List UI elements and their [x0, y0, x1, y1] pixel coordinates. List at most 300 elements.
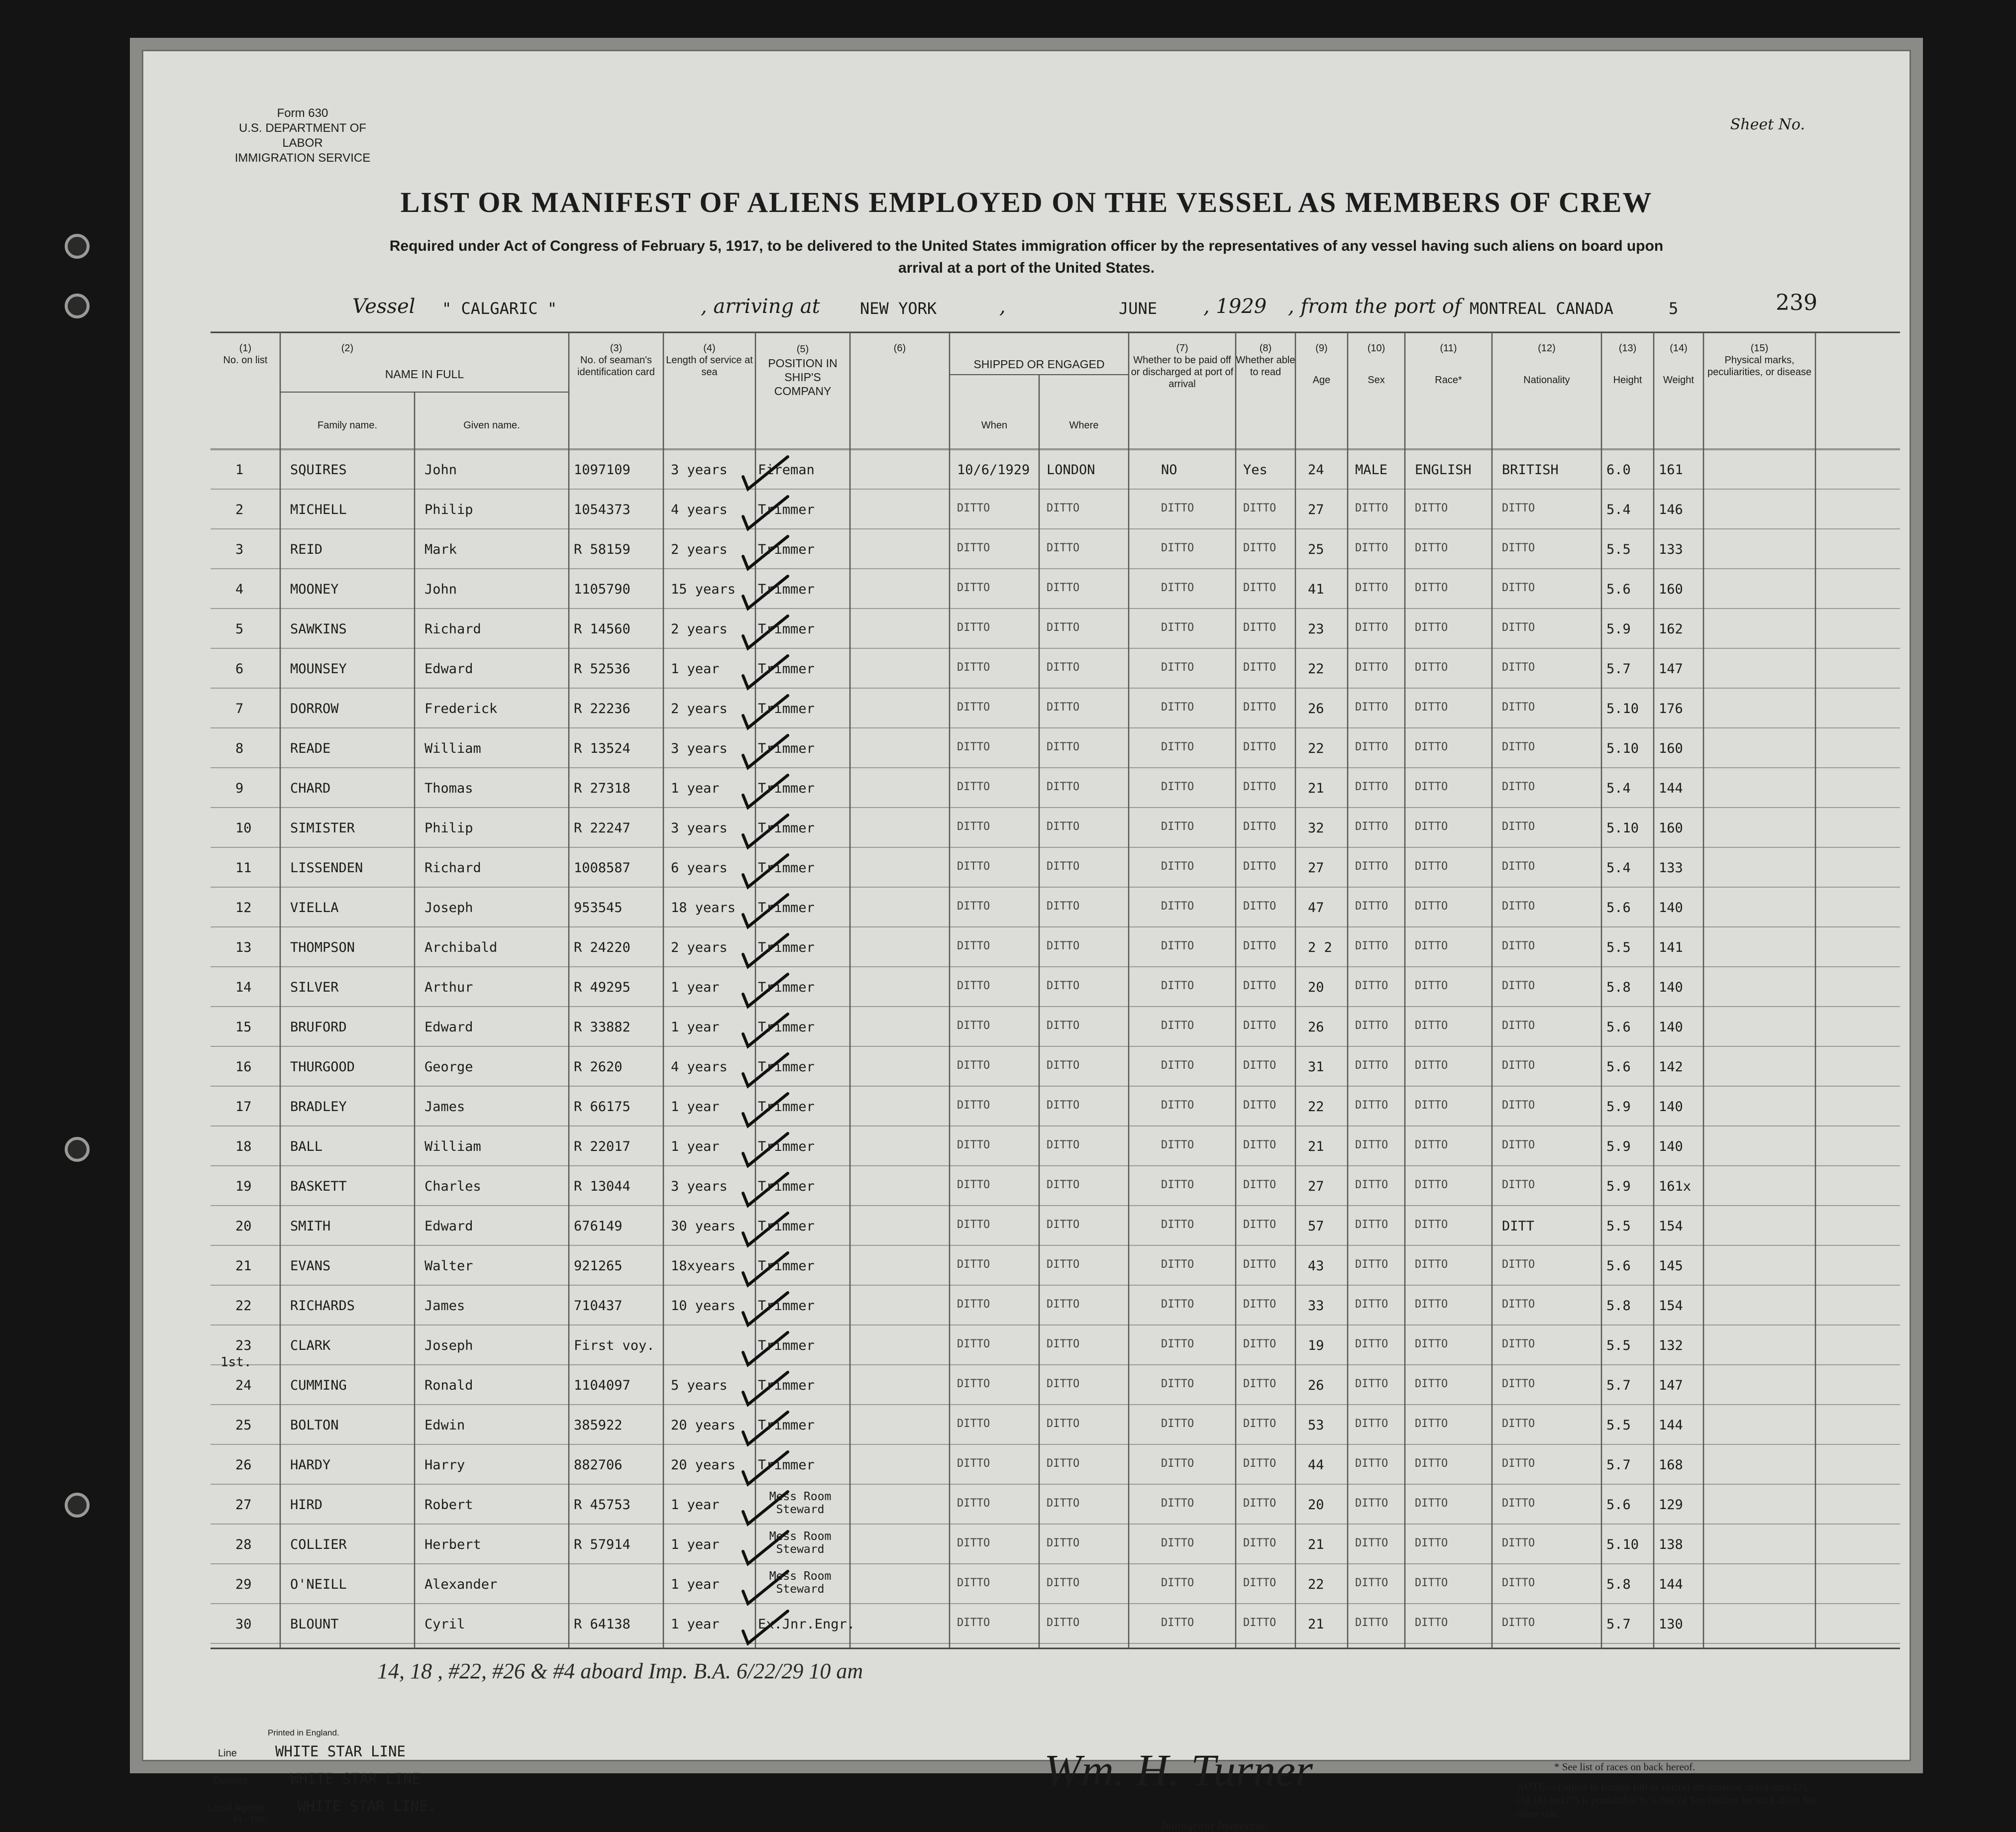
age: 26	[1308, 701, 1324, 716]
height: 5.6	[1606, 900, 1631, 916]
paid-off: DITTO	[1161, 1418, 1194, 1430]
family-name: SIMISTER	[290, 820, 355, 836]
race: DITTO	[1415, 1258, 1448, 1271]
nationality: DITTO	[1502, 1258, 1535, 1271]
shipped-where: DITTO	[1047, 1497, 1080, 1510]
height: 5.10	[1606, 701, 1639, 716]
races-note: * See list of races on back hereof.	[1554, 1761, 1696, 1773]
weight: 140	[1659, 1019, 1683, 1035]
table-row	[211, 449, 1900, 489]
row-no: 14	[235, 980, 252, 995]
weight: 138	[1659, 1537, 1683, 1552]
row-no: 22	[235, 1298, 252, 1314]
manifest-sheet	[142, 50, 1911, 1832]
given-name: Robert	[424, 1497, 473, 1513]
given-name: Edward	[424, 661, 473, 677]
header-physical-marks: (15) Physical marks, peculiarities, or disease	[1707, 343, 1811, 378]
card-number: R 13044	[574, 1179, 631, 1194]
weight: 160	[1659, 741, 1683, 756]
weight: 130	[1659, 1617, 1683, 1632]
given-name: Joseph	[424, 1338, 473, 1353]
nationality: DITTO	[1502, 980, 1535, 992]
able-to-read: DITTO	[1243, 502, 1276, 514]
able-to-read: DITTO	[1243, 1179, 1276, 1191]
service-length: 2 years	[671, 542, 728, 557]
shipped-when: DITTO	[957, 1577, 990, 1589]
able-to-read: DITTO	[1243, 741, 1276, 753]
card-number: 1105790	[574, 582, 631, 597]
shipped-when: DITTO	[957, 661, 990, 674]
race: DITTO	[1415, 860, 1448, 873]
shipped-when: DITTO	[957, 1099, 990, 1112]
card-number: 1008587	[574, 860, 631, 876]
table-row	[211, 1444, 1900, 1484]
service-length: 1 year	[671, 1099, 720, 1115]
family-name: HARDY	[290, 1457, 331, 1473]
able-to-read: DITTO	[1243, 621, 1276, 634]
position: Trimmer	[758, 980, 815, 995]
nationality: DITTO	[1502, 502, 1535, 514]
service-length: 3 years	[671, 820, 728, 836]
able-to-read: DITTO	[1243, 1617, 1276, 1629]
nationality: DITTO	[1502, 1099, 1535, 1112]
service-length: 1 year	[671, 661, 720, 677]
weight: 144	[1659, 781, 1683, 796]
position: Trimmer	[758, 820, 815, 836]
row-no: 18	[235, 1139, 252, 1154]
service-length: 6 years	[671, 860, 728, 876]
shipped-where: DITTO	[1047, 542, 1080, 554]
page-title: LIST OR MANIFEST OF ALIENS EMPLOYED ON THE VESSEL AS MEMBERS OF CREW	[400, 186, 1653, 218]
paid-off: DITTO	[1161, 1258, 1194, 1271]
paid-off: DITTO	[1161, 781, 1194, 793]
age: 32	[1308, 820, 1324, 836]
shipped-when: DITTO	[957, 940, 990, 952]
weight: 133	[1659, 860, 1683, 876]
paid-off: DITTO	[1161, 1457, 1194, 1470]
weight: 168	[1659, 1457, 1683, 1473]
race: DITTO	[1415, 1059, 1448, 1072]
nationality: DITTO	[1502, 1537, 1535, 1549]
age: 2 2	[1308, 940, 1332, 955]
age: 43	[1308, 1258, 1324, 1274]
paid-off: DITTO	[1161, 860, 1194, 873]
header-shipped-engaged: SHIPPED OR ENGAGED	[973, 358, 1105, 371]
nationality: DITTO	[1502, 900, 1535, 913]
sex: DITTO	[1355, 661, 1388, 674]
race: DITTO	[1415, 1019, 1448, 1032]
shipped-where: DITTO	[1047, 1298, 1080, 1311]
nationality: DITTO	[1502, 1019, 1535, 1032]
shipped-where: DITTO	[1047, 1059, 1080, 1072]
nationality: DITTO	[1502, 661, 1535, 674]
table-row	[211, 1166, 1900, 1205]
card-number: 710437	[574, 1298, 623, 1314]
sex: DITTO	[1355, 502, 1388, 514]
sex: DITTO	[1355, 781, 1388, 793]
height: 5.4	[1606, 860, 1631, 876]
sex: DITTO	[1355, 701, 1388, 713]
table-row	[211, 1007, 1900, 1046]
family-name: BASKETT	[290, 1179, 347, 1194]
family-name: BALL	[290, 1139, 323, 1154]
header-where: Where	[1069, 420, 1099, 431]
race: DITTO	[1415, 900, 1448, 913]
table-row	[211, 688, 1900, 727]
shipped-when: DITTO	[957, 1497, 990, 1510]
header-col1: (2)	[341, 343, 354, 354]
given-name: Thomas	[424, 781, 473, 796]
height: 5.9	[1606, 621, 1631, 637]
row-no: 12	[235, 900, 252, 916]
sex: DITTO	[1355, 1457, 1388, 1470]
weight: 144	[1659, 1577, 1683, 1592]
able-to-read: DITTO	[1243, 1537, 1276, 1549]
able-to-read: Yes	[1243, 462, 1268, 478]
header-sex: (10) Sex	[1367, 343, 1385, 386]
shipped-when: DITTO	[957, 502, 990, 514]
card-number: R 22017	[574, 1139, 631, 1154]
family-name: MOUNSEY	[290, 661, 347, 677]
shipped-when: DITTO	[957, 1219, 990, 1231]
nationality: DITTO	[1502, 1577, 1535, 1589]
age: 20	[1308, 980, 1324, 995]
form-number: Form 630	[277, 106, 328, 120]
card-number: First voy.	[574, 1338, 655, 1353]
position: Trimmer	[758, 1338, 815, 1353]
able-to-read: DITTO	[1243, 1418, 1276, 1430]
paid-off: DITTO	[1161, 1617, 1194, 1629]
shipped-when: DITTO	[957, 1378, 990, 1390]
able-to-read: DITTO	[1243, 542, 1276, 554]
able-to-read: DITTO	[1243, 1219, 1276, 1231]
sex: DITTO	[1355, 1099, 1388, 1112]
able-to-read: DITTO	[1243, 582, 1276, 594]
card-number: R 22236	[574, 701, 631, 716]
weight: 140	[1659, 1099, 1683, 1115]
age: 33	[1308, 1298, 1324, 1314]
service-length: 1 year	[671, 1577, 720, 1592]
card-number: R 14560	[574, 621, 631, 637]
position: Trimmer	[758, 1219, 815, 1234]
paid-off: DITTO	[1161, 820, 1194, 833]
given-name: Cyril	[424, 1617, 465, 1632]
header-service: (4) Length of service at sea	[666, 343, 753, 378]
shipped-where: DITTO	[1047, 980, 1080, 992]
shipped-where: DITTO	[1047, 1179, 1080, 1191]
nationality: DITTO	[1502, 1179, 1535, 1191]
table-row	[211, 1604, 1900, 1643]
sex: DITTO	[1355, 582, 1388, 594]
shipped-where: DITTO	[1047, 1577, 1080, 1589]
line-label: Line	[218, 1748, 237, 1759]
shipped-when: DITTO	[957, 860, 990, 873]
paid-off: DITTO	[1161, 1139, 1194, 1151]
paid-off: DITTO	[1161, 582, 1194, 594]
table-row	[211, 1126, 1900, 1165]
line-value: WHITE STAR LINE	[275, 1743, 406, 1760]
row-no: 4	[235, 582, 244, 597]
given-name: Archibald	[424, 940, 498, 955]
row-no: 24	[235, 1378, 252, 1393]
family-name: SAWKINS	[290, 621, 347, 637]
nationality: DITTO	[1502, 1298, 1535, 1311]
header-weight: (14) Weight	[1663, 343, 1694, 386]
nationality: DITTO	[1502, 1457, 1535, 1470]
shipped-where: DITTO	[1047, 900, 1080, 913]
row-no: 9	[235, 781, 244, 796]
card-number: 676149	[574, 1219, 623, 1234]
nationality: DITTO	[1502, 741, 1535, 753]
height: 5.9	[1606, 1099, 1631, 1115]
family-name: BLOUNT	[290, 1617, 339, 1632]
header-given-name: Given name.	[463, 420, 520, 431]
binder-hole	[65, 1137, 90, 1162]
table-row	[211, 1245, 1900, 1285]
card-number: R 13524	[574, 741, 631, 756]
sex: DITTO	[1355, 1338, 1388, 1350]
row-no: 10	[235, 820, 252, 836]
arrival-month: JUNE	[1119, 299, 1158, 318]
service-length: 1 year	[671, 1019, 720, 1035]
height: 5.8	[1606, 1577, 1631, 1592]
race: DITTO	[1415, 1617, 1448, 1629]
table-row	[211, 808, 1900, 847]
race: DITTO	[1415, 1378, 1448, 1390]
shipped-when: DITTO	[957, 1179, 990, 1191]
height: 5.9	[1606, 1179, 1631, 1194]
height: 5.8	[1606, 980, 1631, 995]
nationality: DITTO	[1502, 1418, 1535, 1430]
nationality: BRITISH	[1502, 462, 1559, 478]
header-paid-off: (7) Whether to be paid off or discharged at port of arrival	[1131, 343, 1234, 390]
race: DITTO	[1415, 1497, 1448, 1510]
card-number: 921265	[574, 1258, 623, 1274]
sex: DITTO	[1355, 1537, 1388, 1549]
sex: DITTO	[1355, 542, 1388, 554]
header-no: (1) No. on list	[223, 343, 268, 366]
card-number: R 64138	[574, 1617, 631, 1632]
height: 5.4	[1606, 781, 1631, 796]
weight: 160	[1659, 820, 1683, 836]
given-name: Arthur	[424, 980, 473, 995]
nationality: DITTO	[1502, 1378, 1535, 1390]
paid-off: DITTO	[1161, 1537, 1194, 1549]
weight: 132	[1659, 1338, 1683, 1353]
sex: DITTO	[1355, 1179, 1388, 1191]
header-age: (9) Age	[1312, 343, 1331, 386]
weight: 142	[1659, 1059, 1683, 1075]
sex: DITTO	[1355, 1059, 1388, 1072]
height: 5.7	[1606, 661, 1631, 677]
family-name: BRADLEY	[290, 1099, 347, 1115]
family-name: HIRD	[290, 1497, 323, 1513]
service: IMMIGRATION SERVICE	[234, 151, 371, 165]
able-to-read: DITTO	[1243, 1457, 1276, 1470]
height: 5.5	[1606, 1219, 1631, 1234]
shipped-when: DITTO	[957, 1059, 990, 1072]
table-row	[211, 927, 1900, 966]
table-row	[211, 609, 1900, 648]
service-length: 18 years	[671, 900, 736, 916]
paid-off: DITTO	[1161, 741, 1194, 753]
able-to-read: DITTO	[1243, 980, 1276, 992]
able-to-read: DITTO	[1243, 1139, 1276, 1151]
position: Trimmer	[758, 1019, 815, 1035]
shipped-when: 10/6/1929	[957, 462, 1030, 478]
position: Trimmer	[758, 621, 815, 637]
nationality: DITTO	[1502, 701, 1535, 713]
form-identifier	[218, 106, 387, 166]
family-name: CLARK	[290, 1338, 331, 1353]
paid-off: DITTO	[1161, 661, 1194, 674]
paid-off: DITTO	[1161, 1338, 1194, 1350]
race: DITTO	[1415, 1219, 1448, 1231]
row-no: 29	[235, 1577, 252, 1592]
shipped-when: DITTO	[957, 781, 990, 793]
weight: 154	[1659, 1298, 1683, 1314]
table-row	[211, 847, 1900, 887]
owners-value: WHITE STAR LINE	[290, 1770, 421, 1787]
paid-off: DITTO	[1161, 1059, 1194, 1072]
table-row	[211, 1524, 1900, 1563]
height: 5.6	[1606, 582, 1631, 597]
row-no: 15	[235, 1019, 252, 1035]
table-row	[211, 1484, 1900, 1524]
nationality: DITTO	[1502, 1338, 1535, 1350]
binder-hole	[65, 1493, 90, 1518]
age: 21	[1308, 781, 1324, 796]
shipped-where: DITTO	[1047, 1418, 1080, 1430]
row-no: 26	[235, 1457, 252, 1473]
row-no: 16	[235, 1059, 252, 1075]
table-row	[211, 887, 1900, 926]
race: DITTO	[1415, 820, 1448, 833]
card-number: R 52536	[574, 661, 631, 677]
service-length: 2 years	[671, 621, 728, 637]
card-number: R 57914	[574, 1537, 631, 1552]
table-row	[211, 1365, 1900, 1404]
from-label: , from the port of	[1288, 295, 1462, 318]
race: DITTO	[1415, 542, 1448, 554]
race: DITTO	[1415, 502, 1448, 514]
shipped-when: DITTO	[957, 1537, 990, 1549]
shipped-where: DITTO	[1047, 1617, 1080, 1629]
arriving-label: , arriving at	[701, 295, 820, 318]
nationality: DITTO	[1502, 781, 1535, 793]
service-length: 4 years	[671, 1059, 728, 1075]
shipped-where: DITTO	[1047, 820, 1080, 833]
age: 27	[1308, 502, 1324, 517]
sex: DITTO	[1355, 940, 1388, 952]
position: Trimmer	[758, 661, 815, 677]
weight: 147	[1659, 661, 1683, 677]
binder-hole	[65, 294, 90, 318]
race: DITTO	[1415, 980, 1448, 992]
age: 22	[1308, 661, 1324, 677]
weight: 161x	[1659, 1179, 1692, 1194]
header-race: (11) Race*	[1435, 343, 1462, 386]
able-to-read: DITTO	[1243, 701, 1276, 713]
paid-off: DITTO	[1161, 980, 1194, 992]
card-number: R 22247	[574, 820, 631, 836]
card-number: 953545	[574, 900, 623, 916]
family-name: LISSENDEN	[290, 860, 363, 876]
shipped-where: DITTO	[1047, 661, 1080, 674]
row-no: 28	[235, 1537, 252, 1552]
card-number: 1104097	[574, 1378, 631, 1393]
sex: DITTO	[1355, 980, 1388, 992]
service-length: 1 year	[671, 980, 720, 995]
position: Trimmer	[758, 1258, 815, 1274]
position: Mess Room Steward	[769, 1530, 832, 1556]
race: DITTO	[1415, 1338, 1448, 1350]
service-length: 1 year	[671, 1139, 720, 1154]
height: 5.6	[1606, 1258, 1631, 1274]
shipped-where: DITTO	[1047, 1537, 1080, 1549]
age: 53	[1308, 1418, 1324, 1433]
sex: DITTO	[1355, 1378, 1388, 1390]
handwritten-note: 14, 18 , #22, #26 & #4 aboard Imp. B.A. 6/22/29 10 am	[377, 1659, 863, 1683]
weight: 146	[1659, 502, 1683, 517]
age: 20	[1308, 1497, 1324, 1513]
shipped-where: DITTO	[1047, 741, 1080, 753]
family-name: O'NEILL	[290, 1577, 347, 1592]
table-row	[211, 1086, 1900, 1125]
paid-off: DITTO	[1161, 621, 1194, 634]
nationality: DITTO	[1502, 1497, 1535, 1510]
shipped-where: DITTO	[1047, 1258, 1080, 1271]
shipped-when: DITTO	[957, 1139, 990, 1151]
table-row	[211, 529, 1900, 568]
position: Mess Room Steward	[769, 1570, 832, 1596]
position: Trimmer	[758, 1298, 815, 1314]
position: Trimmer	[758, 1059, 815, 1075]
table-row	[211, 728, 1900, 767]
able-to-read: DITTO	[1243, 940, 1276, 952]
position: Trimmer	[758, 1418, 815, 1433]
family-name: CUMMING	[290, 1378, 347, 1393]
table-row	[211, 1206, 1900, 1245]
row-no: 3	[235, 542, 244, 557]
given-name: John	[424, 462, 457, 478]
penalty-note: NOTE.—Failure to furnish full or correct information in columns (2), (5), (6) and (7) is punishable by a fine of Ten Dollars for each alien. See other side.	[1517, 1781, 1818, 1820]
family-name: MICHELL	[290, 502, 347, 517]
service-length: 5 years	[671, 1378, 728, 1393]
table-row	[211, 489, 1900, 528]
shipped-where: DITTO	[1047, 1019, 1080, 1032]
row-no: 7	[235, 701, 244, 716]
given-name: Herbert	[424, 1537, 481, 1552]
table-row	[211, 569, 1900, 608]
race: DITTO	[1415, 741, 1448, 753]
service-length: 3 years	[671, 741, 728, 756]
row-no: 1	[235, 462, 244, 478]
race: DITTO	[1415, 1577, 1448, 1589]
card-number: R 27318	[574, 781, 631, 796]
family-name: SMITH	[290, 1219, 331, 1234]
able-to-read: DITTO	[1243, 1019, 1276, 1032]
card-number: 385922	[574, 1418, 623, 1433]
inspector-label: Immigrant Inspector.	[1161, 1820, 1268, 1832]
able-to-read: DITTO	[1243, 661, 1276, 674]
race: DITTO	[1415, 1537, 1448, 1549]
shipped-where: DITTO	[1047, 701, 1080, 713]
position: Trimmer	[758, 900, 815, 916]
shipped-when: DITTO	[957, 701, 990, 713]
nationality: DITTO	[1502, 940, 1535, 952]
nationality: DITTO	[1502, 542, 1535, 554]
